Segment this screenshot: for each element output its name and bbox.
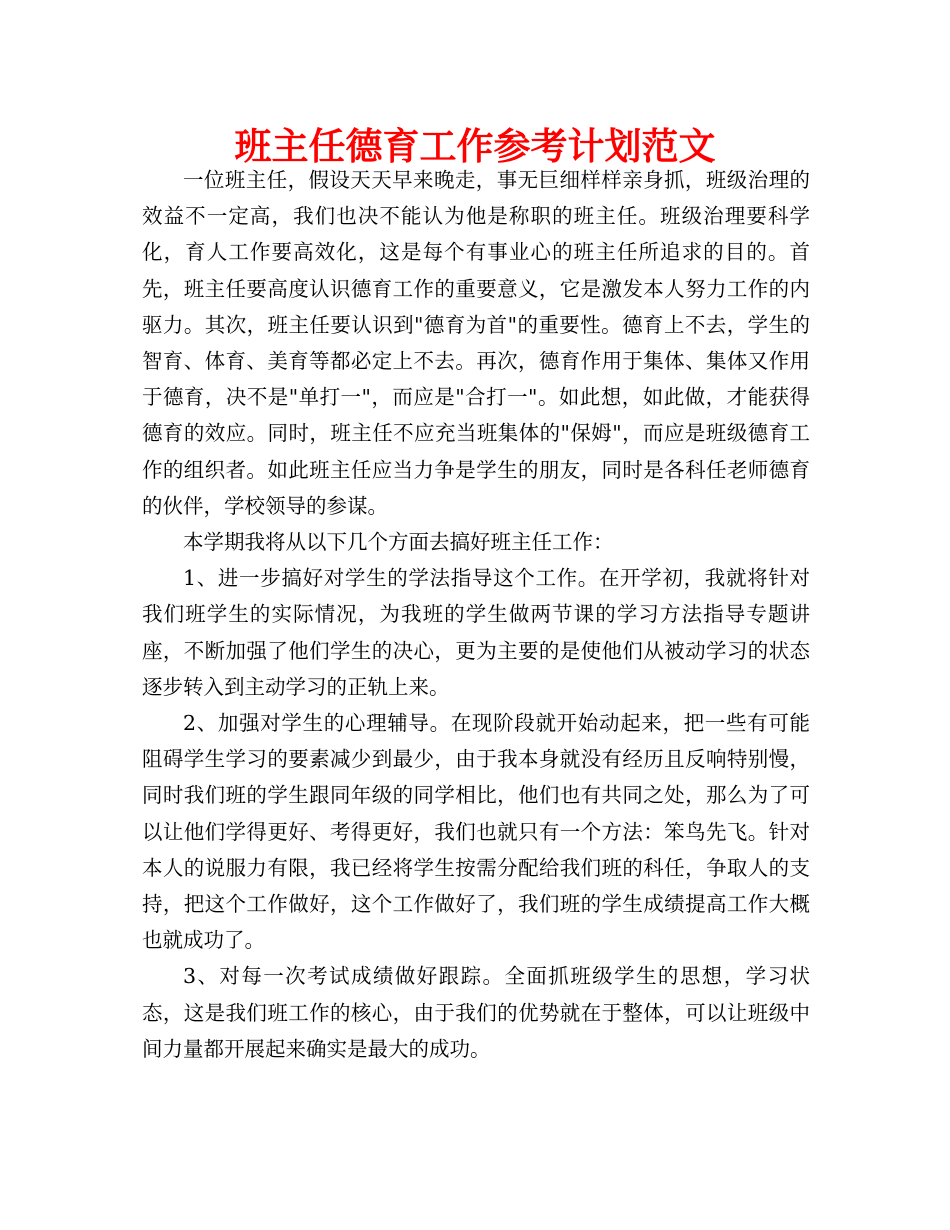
document-title: 班主任德育工作参考计划范文 — [234, 124, 716, 168]
paragraph-item-3: 3、对每一次考试成绩做好跟踪。全面抓班级学生的思想，学习状态，这是我们班工作的核心，由于我们的优势就在于整体，可以让班级中间力量都开展起来确实是最大的成功。 — [142, 964, 810, 1061]
paragraph-item-1: 1、进一步搞好对学生的学法指导这个工作。在开学初，我就将针对我们班学生的实际情况，为我班的学生做两节课的学习方法指导专题讲座，不断加强了他们学生的决心，更为主要的是使他们从被动学习的状态逐步转入到主动学习的正轨上来。 — [142, 566, 810, 699]
paragraph-intro: 一位班主任，假设天天早来晚走，事无巨细样样亲身抓，班级治理的效益不一定高，我们也决不能认为他是称职的班主任。班级治理要科学化，育人工作要高效化，这是每个有事业心的班主任所追求的目的。首先，班主任要高度认识德育工作的重要意义，它是激发本人努力工作的内驱力。其次，班主任要认识到"德育为首"的重要性。德育上不去，学生的智育、体育、美育等都必定上不去。再次，德育作用于集体、集体又作用于德育，决不是"单打一"，而应是"合打一"。如此想，如此做，才能获得德育的效应。同时，班主任不应充当班集体的"保姆"，而应是班级德育工作的组织者。如此班主任应当力争是学生的朋友，同时是各科任老师德育的伙伴，学校领导的参谋。 — [142, 168, 810, 518]
paragraph-plan-lead: 本学期我将从以下几个方面去搞好班主任工作： — [183, 530, 614, 555]
document-body — [142, 162, 810, 1067]
paragraph-item-2: 2、加强对学生的心理辅导。在现阶段就开始动起来，把一些有可能阻碍学生学习的要素减少到最少，由于我本身就没有经历且反响特别慢，同时我们班的学生跟同年级的同学相比，他们也有共同之处，那么为了可以让他们学得更好、考得更好，我们也就只有一个方法：笨鸟先飞。针对本人的说服力有限，我已经将学生按需分配给我们班的科任，争取人的支持，把这个工作做好，这个工作做好了，我们班的学生成绩提高工作大概也就成功了。 — [142, 711, 810, 953]
